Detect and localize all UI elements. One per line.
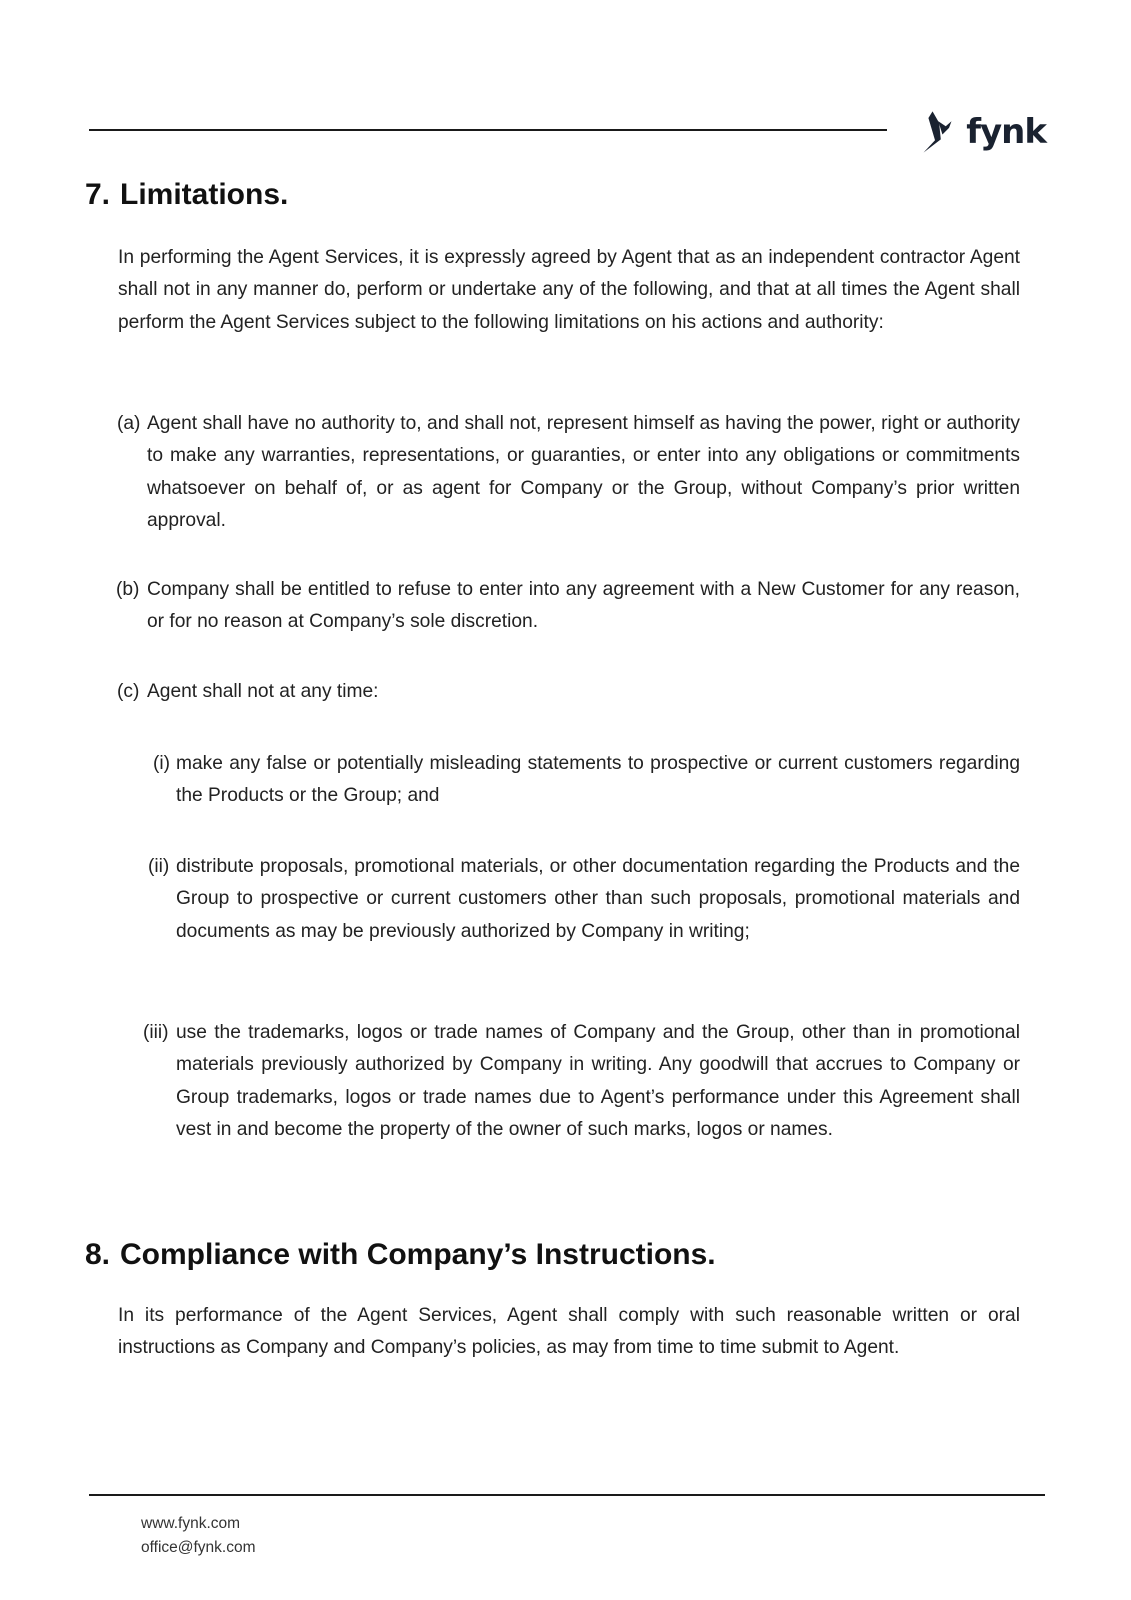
section-8-text: In its performance of the Agent Services, Agent shall comply with such reasonable written or oral instructions as Company and Company’s policies, as may from time to time submit to Agent.: [118, 1305, 1020, 1359]
sub-list-item-text: distribute proposals, promotional materials, or other documentation regarding the Products and the Group to prospective or current customers other than such proposals, promotional materials and documents as may be previously authorized by Company in writing;: [176, 856, 1020, 942]
list-item-text: Agent shall have no authority to, and shall not, represent himself as having the power, right or authority to make any warranties, representations, or guaranties, or enter into any obligations or commitments whatsoever on behalf of, or as agent for Company or the Group, without Company’s prior written approval.: [147, 413, 1020, 531]
sub-list-item-text: use the trademarks, logos or trade names of Company and the Group, other than in promotional materials previously authorized by Company in writing. Any goodwill that accrues to Company or Group trademarks, logos or trade names due to Agent’s performance under this Agreement shall vest in and become the property of the owner of such marks, logos or names.: [176, 1022, 1020, 1140]
list-item-text: Agent shall not at any time:: [147, 681, 379, 702]
section-8-number: 8.: [85, 1238, 111, 1271]
sub-list-item: [143, 1017, 1020, 1146]
sub-list-item: [153, 748, 1020, 813]
fynk-logo: [921, 104, 1046, 160]
list-marker: (c): [117, 681, 140, 702]
footer-email: office@fynk.com: [141, 1539, 256, 1556]
logo-wordmark: fynk: [966, 112, 1046, 152]
sub-list-marker: (iii): [143, 1022, 169, 1043]
list-marker: (a): [117, 413, 141, 434]
list-item: [117, 676, 1020, 708]
list-item: [117, 408, 1020, 537]
footer-divider: [89, 1494, 1045, 1496]
section-8-heading: [85, 1238, 716, 1272]
section-7-heading: [85, 178, 288, 212]
sub-list-item: [148, 851, 1020, 948]
list-marker: (b): [116, 579, 140, 600]
footer-website: www.fynk.com: [141, 1515, 241, 1532]
sub-list-marker: (i): [153, 753, 171, 774]
section-7-intro: In performing the Agent Services, it is expressly agreed by Agent that as an independent contractor Agent shall not in any manner do, perform or undertake any of the following, and that at all times the Agent shall perform the Agent Services subject to the following limitations on his actions and authority:: [118, 247, 1020, 333]
sub-list-item-text: make any false or potentially misleading statements to prospective or current customers regarding the Products or the Group; and: [176, 753, 1020, 807]
header-divider: [89, 129, 887, 131]
list-item: [116, 574, 1020, 639]
bird-icon: [921, 105, 962, 159]
section-7-number: 7.: [85, 178, 111, 211]
sub-list-marker: (ii): [148, 856, 170, 877]
section-7-title: Limitations.: [120, 178, 289, 211]
section-8-title: Compliance with Company’s Instructions.: [120, 1238, 716, 1271]
list-item-text: Company shall be entitled to refuse to enter into any agreement with a New Customer for any reason, or for no reason at Company’s sole discretion.: [147, 579, 1020, 633]
